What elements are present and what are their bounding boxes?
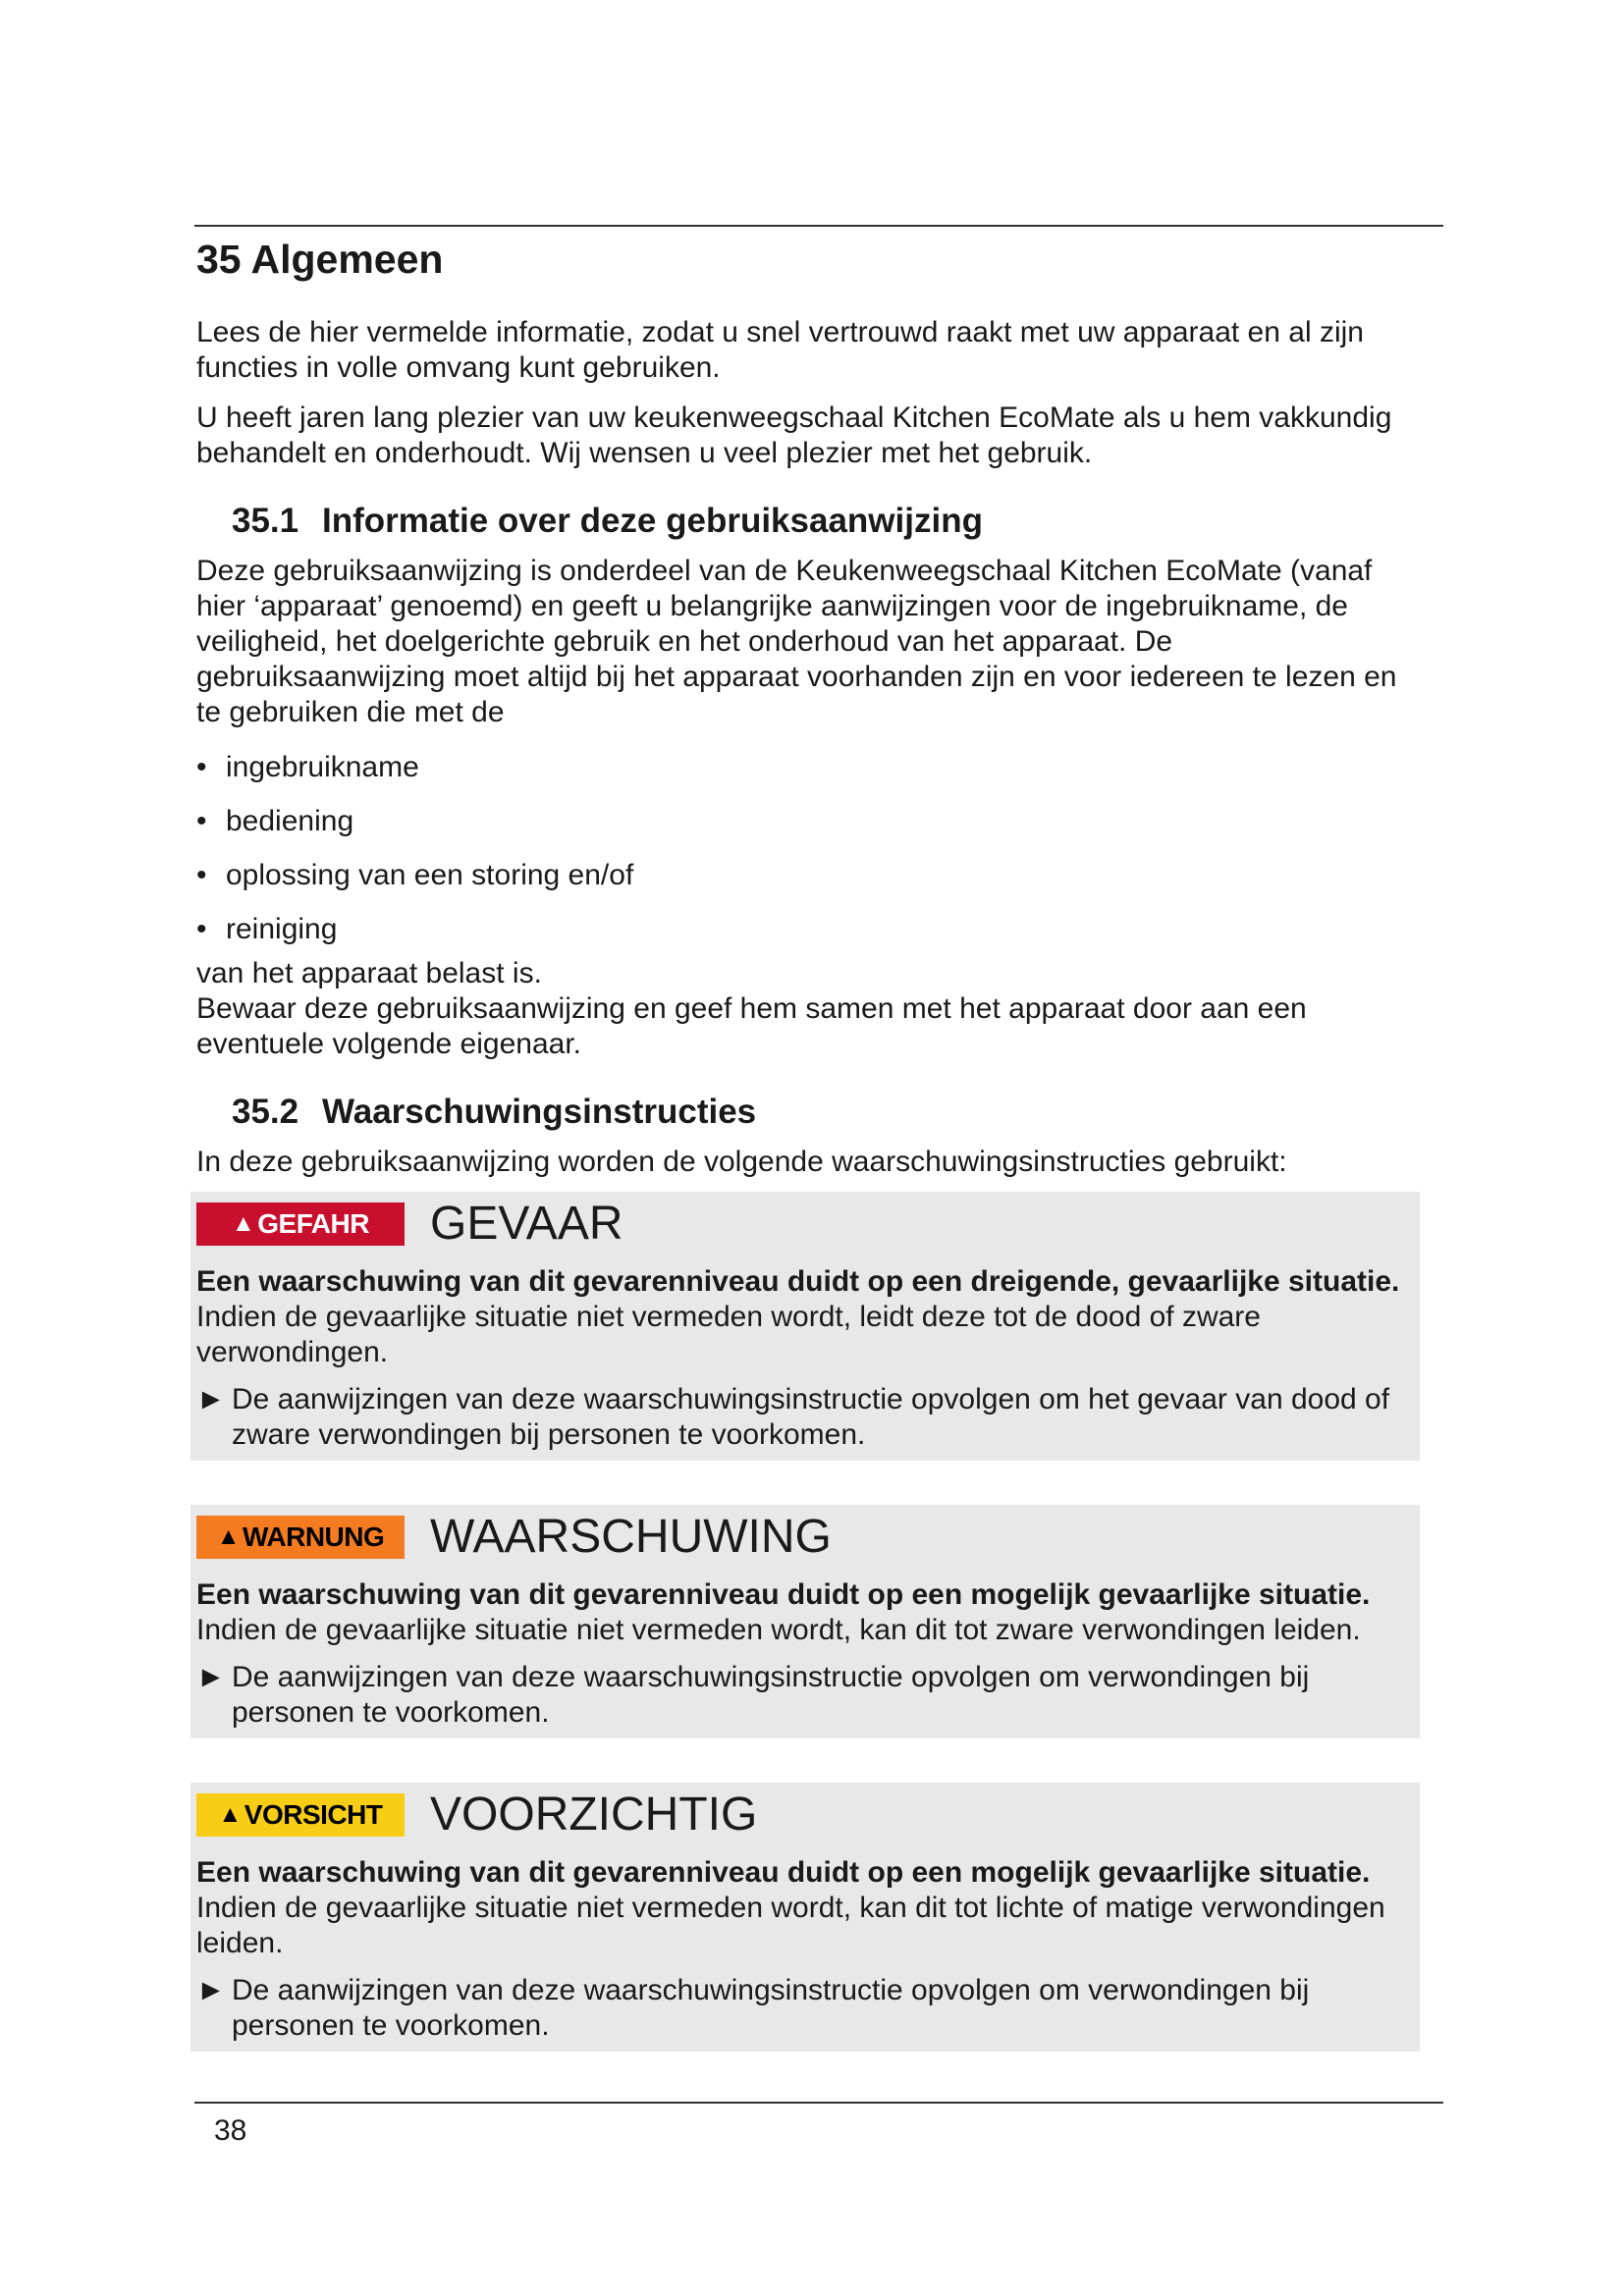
warning-triangle-icon: ▲ — [232, 1210, 255, 1238]
subsection-2-number: 35.2 — [232, 1093, 299, 1132]
caution-description-text: Indien de gevaarlijke situatie niet vermeden wordt, kan dit tot lichte of matige verwondingen leiden. — [196, 1892, 1385, 1960]
page-content — [196, 228, 1426, 2096]
caution-description — [196, 1855, 1412, 1961]
list-item: • bediening — [196, 804, 1426, 839]
warning-header — [196, 1511, 1412, 1564]
subsection-1-title: Informatie over deze gebruiksaanwijzing — [322, 502, 983, 541]
caution-action-text: De aanwijzingen van deze waarschuwingsinstructie opvolgen om verwondingen bij personen te voorkomen. — [232, 1974, 1310, 2043]
subsection-1-body: Deze gebruiksaanwijzing is onderdeel van de Keukenweegschaal Kitchen EcoMate (vanaf hier ‘apparaat’ genoemd) en geeft u belangrijke aanwijzingen voor de ingebruikname, de veiligheid, het doelgerichte gebruik en het onderhoud van het apparaat. De gebruiksaanwijzing moet altijd bij het apparaat voorhanden zijn en voor iedereen te lezen en te gebruiken die met de — [196, 555, 1397, 729]
caution-badge — [196, 1793, 405, 1837]
danger-title: GEVAAR — [430, 1198, 623, 1251]
subsection-1-closing — [196, 956, 1426, 1062]
warning-description-text: Indien de gevaarlijke situatie niet vermeden wordt, kan dit tot zware verwondingen leiden. — [196, 1614, 1361, 1647]
arrow-right-icon: ► — [196, 1383, 226, 1416]
list-item: • reiniging — [196, 912, 1426, 947]
warning-title: WAARSCHUWING — [430, 1511, 832, 1564]
list-item: • oplossing van een storing en/of — [196, 858, 1426, 893]
caution-badge-label: VORSICHT — [244, 1799, 383, 1831]
danger-action-text: De aanwijzingen van deze waarschuwingsinstructie opvolgen om het gevaar van dood of zware verwondingen bij personen te voorkomen. — [232, 1383, 1390, 1452]
warning-action-text: De aanwijzingen van deze waarschuwingsinstructie opvolgen om verwondingen bij personen te voorkomen. — [232, 1661, 1310, 1730]
danger-header — [196, 1198, 1412, 1251]
caution-warning-box — [190, 1783, 1420, 2052]
closing-line-1: van het apparaat belast is. — [196, 957, 542, 990]
warning-action — [196, 1660, 1412, 1731]
header-rule — [194, 225, 1443, 227]
danger-description — [196, 1264, 1412, 1370]
usage-list — [196, 750, 1426, 947]
closing-line-2: Bewaar deze gebruiksaanwijzing en geef hem samen met het apparaat door aan een eventuele volgende eigenaar. — [196, 992, 1307, 1061]
danger-badge — [196, 1202, 405, 1246]
danger-warning-box — [190, 1192, 1420, 1461]
footer-rule — [194, 2102, 1443, 2104]
warning-triangle-icon: ▲ — [216, 1523, 240, 1551]
page-number: 38 — [214, 2114, 247, 2147]
subsection-2-intro: In deze gebruiksaanwijzing worden de volgende waarschuwingsinstructies gebruikt: — [196, 1146, 1287, 1179]
arrow-right-icon: ► — [196, 1661, 226, 1694]
warning-description — [196, 1577, 1412, 1648]
subsection-1-number: 35.1 — [232, 502, 299, 541]
warning-triangle-icon: ▲ — [218, 1801, 242, 1829]
caution-header — [196, 1789, 1412, 1842]
warning-description-bold: Een waarschuwing van dit gevarenniveau duidt op een mogelijk gevaarlijke situatie. — [196, 1578, 1371, 1612]
subsection-1-heading — [232, 501, 1426, 542]
caution-description-bold: Een waarschuwing van dit gevarenniveau duidt op een mogelijk gevaarlijke situatie. — [196, 1856, 1371, 1890]
subsection-2-heading — [232, 1092, 1426, 1133]
warning-badge-label: WARNUNG — [243, 1522, 385, 1553]
intro-paragraph-2: U heeft jaren lang plezier van uw keukenweegschaal Kitchen EcoMate als u hem vakkundig behandelt en onderhoudt. Wij wensen u veel plezier met het gebruik. — [196, 401, 1392, 470]
caution-title: VOORZICHTIG — [430, 1789, 758, 1842]
warning-warning-box — [190, 1505, 1420, 1738]
arrow-right-icon: ► — [196, 1974, 226, 2007]
danger-description-text: Indien de gevaarlijke situatie niet vermeden wordt, leidt deze tot de dood of zware verwondingen. — [196, 1301, 1261, 1369]
subsection-2-title: Waarschuwingsinstructies — [322, 1093, 757, 1132]
list-item: • ingebruikname — [196, 750, 1426, 785]
danger-description-bold: Een waarschuwing van dit gevarenniveau duidt op een dreigende, gevaarlijke situatie. — [196, 1265, 1400, 1299]
danger-badge-label: GEFAHR — [257, 1208, 369, 1240]
section-title: 35 Algemeen — [196, 237, 444, 282]
danger-action — [196, 1382, 1412, 1453]
warning-badge — [196, 1516, 405, 1559]
intro-paragraph-1: Lees de hier vermelde informatie, zodat u snel vertrouwd raakt met uw apparaat en al zijn functies in volle omvang kunt gebruiken. — [196, 316, 1364, 385]
caution-action — [196, 1973, 1412, 2044]
